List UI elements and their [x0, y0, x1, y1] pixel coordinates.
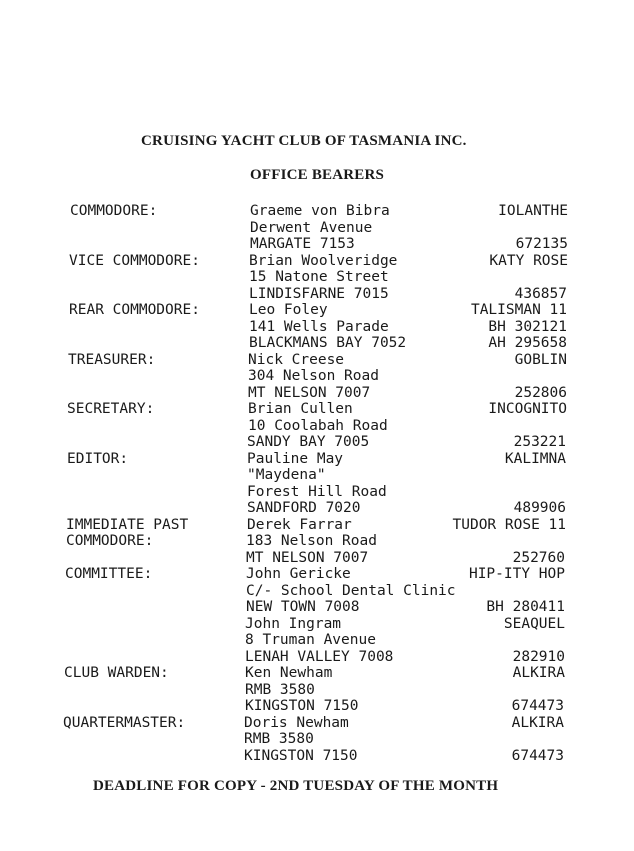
bearer-line [0, 203, 634, 219]
name-address: SANDY BAY 7005 [247, 434, 370, 450]
name-address: 141 Wells Parade [249, 318, 389, 335]
boat-or-phone: SEAQUEL [503, 615, 565, 632]
name-address: Forest Hill Road [247, 483, 387, 500]
bearer-line [0, 566, 634, 582]
name-address: Leo Foley [249, 302, 328, 318]
name-address: KINGSTON 7150 [244, 747, 358, 764]
bearer-line [0, 467, 634, 483]
bearer-line [0, 286, 634, 302]
boat-or-phone: 672135 [515, 236, 568, 252]
boat-or-phone: KATY ROSE [489, 252, 568, 269]
role-label: VICE COMMODORE: [69, 252, 200, 269]
bearer-line [0, 269, 634, 285]
boat-or-phone: IOLANTHE [498, 203, 568, 219]
copy-deadline-note: DEADLINE FOR COPY - 2ND TUESDAY OF THE MONTH [93, 778, 499, 794]
name-address: 304 Nelson Road [248, 368, 379, 384]
bearer-line [0, 401, 634, 417]
name-address: BLACKMANS BAY 7052 [249, 335, 407, 351]
bearer-line [0, 236, 634, 252]
name-address: 183 Nelson Road [246, 533, 377, 549]
name-address: MT NELSON 7007 [246, 549, 369, 566]
name-address: NEW TOWN 7008 [246, 599, 360, 615]
name-address: RMB 3580 [244, 731, 314, 747]
name-address: Pauline May [247, 450, 344, 467]
bearer-line [0, 319, 634, 335]
bearer-line [0, 434, 634, 450]
bearer-line [0, 583, 634, 599]
boat-or-phone: 252760 [512, 549, 565, 566]
boat-or-phone: HIP-ITY HOP [468, 566, 565, 582]
bearer-line [0, 451, 634, 467]
role-label: REAR COMMODORE: [69, 302, 200, 318]
bearer-line [0, 533, 634, 549]
bearer-line [0, 335, 634, 351]
name-address: Derwent Avenue [250, 219, 373, 236]
name-address: Graeme von Bibra [250, 203, 390, 219]
name-address: John Ingram [245, 615, 342, 632]
name-address: Doris Newham [244, 714, 349, 731]
boat-or-phone: BH 302121 [488, 318, 567, 335]
role-label: IMMEDIATE PAST [66, 516, 189, 533]
bearer-line [0, 731, 634, 747]
boat-or-phone: 252806 [514, 384, 567, 401]
boat-or-phone: TUDOR ROSE 11 [452, 516, 566, 533]
name-address: 10 Coolabah Road [248, 417, 388, 434]
boat-or-phone: TALISMAN 11 [470, 302, 567, 318]
role-label: COMMODORE: [66, 533, 154, 549]
bearer-line [0, 715, 634, 731]
boat-or-phone: 674473 [511, 747, 564, 764]
bearer-line [0, 368, 634, 384]
bearer-line [0, 220, 634, 236]
role-label: EDITOR: [67, 450, 129, 467]
boat-or-phone: KALIMNA [504, 450, 566, 467]
bearer-line [0, 385, 634, 401]
role-label: CLUB WARDEN: [64, 665, 169, 681]
boat-or-phone: ALKIRA [511, 714, 564, 731]
bearer-line [0, 302, 634, 318]
bearer-line [0, 632, 634, 648]
bearer-line [0, 616, 634, 632]
boat-or-phone: AH 295658 [488, 335, 567, 351]
bearer-line [0, 599, 634, 615]
name-address: Derek Farrar [247, 516, 352, 533]
name-address: SANDFORD 7020 [247, 500, 361, 516]
boat-or-phone: INCOGNITO [488, 401, 567, 417]
section-heading: OFFICE BEARERS [250, 167, 385, 183]
name-address: RMB 3580 [245, 681, 315, 698]
name-address: Nick Creese [248, 351, 345, 368]
bearer-line [0, 682, 634, 698]
boat-or-phone: GOBLIN [514, 351, 567, 368]
bearer-line [0, 748, 634, 764]
bearer-line [0, 352, 634, 368]
bearer-line [0, 418, 634, 434]
name-address: Ken Newham [245, 665, 333, 681]
name-address: 15 Natone Street [249, 269, 389, 285]
bearer-line [0, 550, 634, 566]
boat-or-phone: 282910 [512, 648, 565, 665]
name-address: MARGATE 7153 [250, 236, 355, 252]
boat-or-phone: BH 280411 [486, 599, 565, 615]
name-address: "Maydena" [247, 467, 326, 483]
bearer-line [0, 484, 634, 500]
role-label: COMMODORE: [70, 203, 158, 219]
boat-or-phone: 436857 [514, 285, 567, 302]
name-address: Brian Cullen [248, 401, 353, 417]
bearer-line [0, 253, 634, 269]
role-label: QUARTERMASTER: [63, 714, 186, 731]
name-address: Brian Woolveridge [249, 252, 398, 269]
bearer-line [0, 665, 634, 681]
name-address: LENAH VALLEY 7008 [245, 648, 394, 665]
role-label: COMMITTEE: [65, 566, 153, 582]
role-label: TREASURER: [68, 351, 156, 368]
bearer-line [0, 698, 634, 714]
role-label: SECRETARY: [67, 401, 155, 417]
name-address: John Gericke [246, 566, 351, 582]
boat-or-phone: 489906 [513, 500, 566, 516]
name-address: 8 Truman Avenue [245, 632, 376, 648]
name-address: KINGSTON 7150 [245, 698, 359, 714]
boat-or-phone: ALKIRA [512, 665, 565, 681]
bearer-line [0, 517, 634, 533]
name-address: C/- School Dental Clinic [246, 582, 456, 599]
club-title: CRUISING YACHT CLUB OF TASMANIA INC. [141, 133, 467, 149]
bearer-line [0, 500, 634, 516]
boat-or-phone: 253221 [513, 434, 566, 450]
name-address: LINDISFARNE 7015 [249, 285, 389, 302]
bearer-line [0, 649, 634, 665]
boat-or-phone: 674473 [511, 698, 564, 714]
name-address: MT NELSON 7007 [248, 384, 371, 401]
